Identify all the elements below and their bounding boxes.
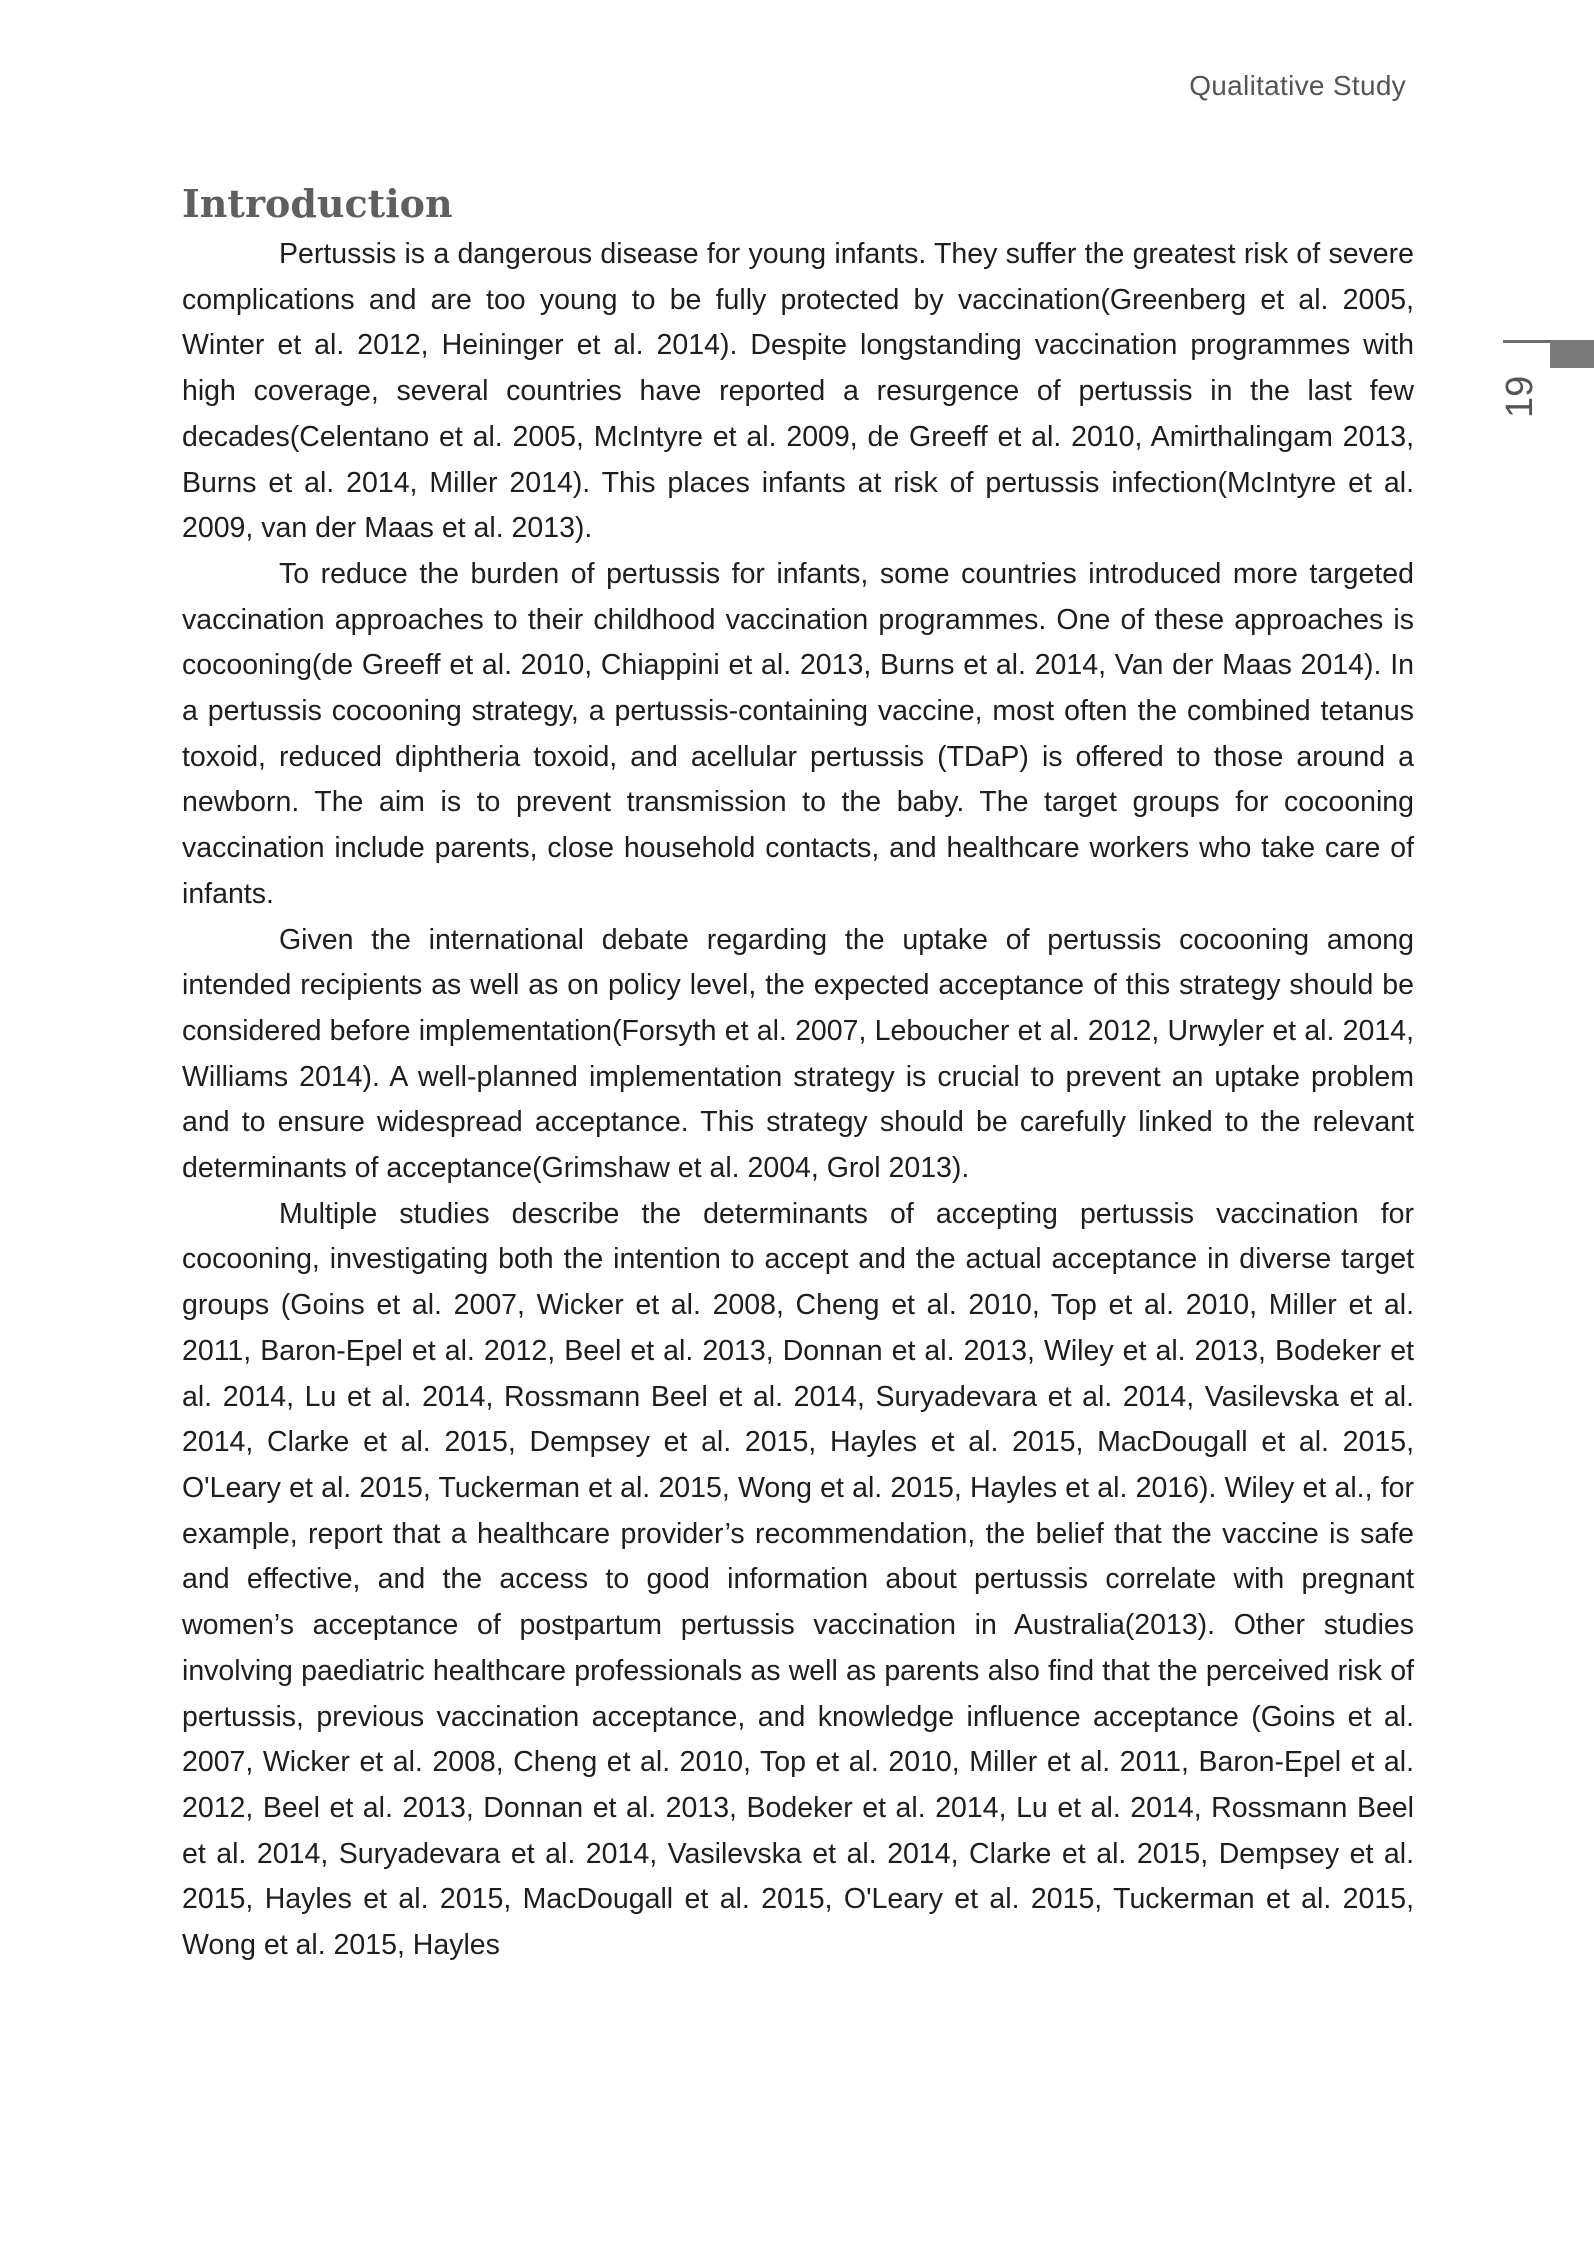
- running-header: Qualitative Study: [1189, 70, 1406, 101]
- main-content: [182, 178, 1414, 1969]
- paragraph-2: To reduce the burden of pertussis for infants, some countries introduced more targeted vaccination approaches to their childhood vaccination programmes. One of these approaches is cocooning(de Greeff et al. 2010, Chiappini et al. 2013, Burns et al. 2014, Van der Maas 2014). In a pertussis cocooning strategy, a pertussis-containing vaccine, most often the combined tetanus toxoid, reduced diphtheria toxoid, and acellular pertussis (TDaP) is offered to those around a newborn. The aim is to prevent transmission to the baby. The target groups for cocooning vaccination include parents, close household contacts, and healthcare workers who take care of infants.: [182, 557, 1414, 910]
- page-edge-rule: [1503, 340, 1550, 343]
- paragraph-4: Multiple studies describe the determinants of accepting pertussis vaccination for cocooning, investigating both the intention to accept and the actual acceptance in diverse target groups (Goins et al. 2007, Wicker et al. 2008, Cheng et al. 2010, Top et al. 2010, Miller et al. 2011, Baron-Epel et al. 2012, Beel et al. 2013, Donnan et al. 2013, Wiley et al. 2013, Bodeker et al. 2014, Lu et al. 2014, Rossmann Beel et al. 2014, Suryadevara et al. 2014, Vasilevska et al. 2014, Clarke et al. 2015, Dempsey et al. 2015, Hayles et al. 2015, MacDougall et al. 2015, O'Leary et al. 2015, Tuckerman et al. 2015, Wong et al. 2015, Hayles et al. 2016). Wiley et al., for example, report that a healthcare provider’s recommendation, the belief that the vaccine is safe and effective, and the access to good information about pertussis correlate with pregnant women’s acceptance of postpartum pertussis vaccination in Australia(2013). Other studies involving paediatric healthcare professionals as well as parents also find that the perceived risk of pertussis, previous vaccination acceptance, and knowledge influence acceptance (Goins et al. 2007, Wicker et al. 2008, Cheng et al. 2010, Top et al. 2010, Miller et al. 2011, Baron-Epel et al. 2012, Beel et al. 2013, Donnan et al. 2013, Bodeker et al. 2014, Lu et al. 2014, Rossmann Beel et al. 2014, Suryadevara et al. 2014, Vasilevska et al. 2014, Clarke et al. 2015, Dempsey et al. 2015, Hayles et al. 2015, MacDougall et al. 2015, O'Leary et al. 2015, Tuckerman et al. 2015, Wong et al. 2015, Hayles: [182, 1197, 1414, 1962]
- page-edge-tab: [1550, 340, 1594, 368]
- paragraph-3: Given the international debate regarding the uptake of pertussis cocooning among intended recipients as well as on policy level, the expected acceptance of this strategy should be considered before implementation(Forsyth et al. 2007, Leboucher et al. 2012, Urwyler et al. 2014, Williams 2014). A well-planned implementation strategy is crucial to prevent an uptake problem and to ensure widespread acceptance. This strategy should be carefully linked to the relevant determinants of acceptance(Grimshaw et al. 2004, Grol 2013).: [182, 923, 1414, 1185]
- paragraph-1: Pertussis is a dangerous disease for young infants. They suffer the greatest risk of severe complications and are too young to be fully protected by vaccination(Greenberg et al. 2005, Winter et al. 2012, Heininger et al. 2014). Despite longstanding vaccination programmes with high coverage, several countries have reported a resurgence of pertussis in the last few decades(Celentano et al. 2005, McIntyre et al. 2009, de Greeff et al. 2010, Amirthalingam 2013, Burns et al. 2014, Miller 2014). This places infants at risk of pertussis infection(McIntyre et al. 2009, van der Maas et al. 2013).: [182, 238, 1414, 545]
- section-title: Introduction: [182, 181, 453, 226]
- page-number: 19: [1499, 375, 1541, 418]
